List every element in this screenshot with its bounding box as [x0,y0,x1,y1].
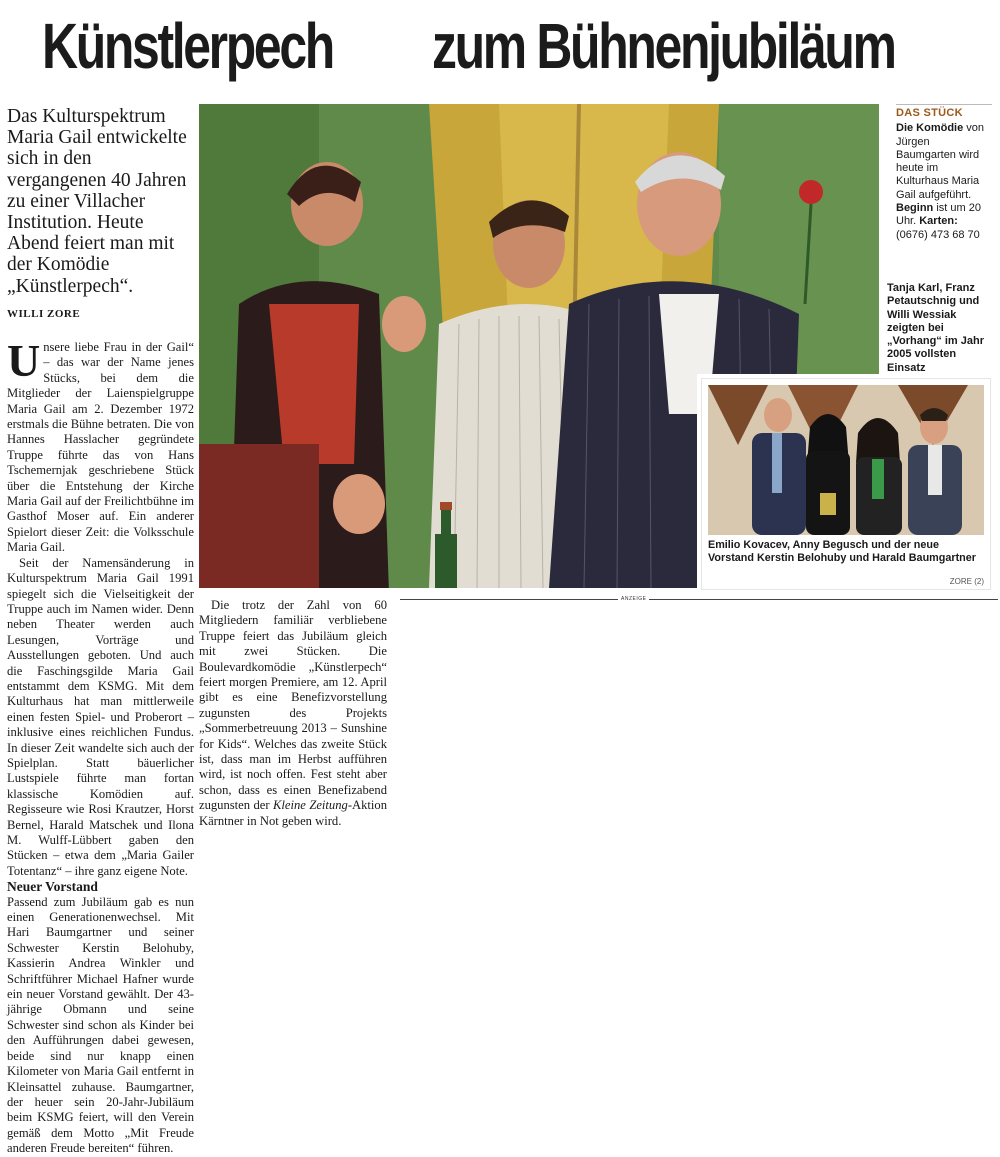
info-box-kicker: DAS STÜCK [896,104,992,120]
beginn-text: ist um 20 Uhr. [896,202,981,228]
ad-divider-rule [400,599,998,600]
ad-label: ANZEIGE [618,596,649,602]
inset-photo-box [701,378,991,590]
beginn-label: Beginn [896,202,937,215]
info-box-text: von Jürgen Baumgarten wird heute im Kulturhaus Maria Gail aufgeführt. [896,122,985,201]
paragraph-4-text-a: Die trotz der Zahl von 60 Mitgliedern familiär verbliebene Truppe feiert das Jubiläum gleich mit zwei Stücken. Die Boulevardkomödie „Künstlerpech“ feiert morgen Premiere, am 12. April gibt es eine Benefizvorstellung zugunsten des Projekts „Sommerbetreuung 2013 – Sunshine for Kids“. Welches das zweite Stück ist, dass man im Herbst aufführen wird, ist noch offen. Fest steht aber schon, dass es einen Benefizabend zugunsten der [199,598,387,813]
group-photo-illustration [708,385,984,535]
drop-cap: U [7,335,41,386]
play-info-box [896,104,992,242]
paper-name: Kleine Zeitung [273,798,348,813]
paragraph-1-text: nsere liebe Frau in der Gail“ – das war der Name jenes Stücks, bei dem die Mitglieder der Laienspielgruppe Maria Gail am 2. Dezember 1972 erstmals die Bühne betraten. Die von Hannes Hasslacher gegründete Truppe führte das von Hans Tschemernjak geschriebene Stück über die Entstehung der Kirche Maria Gail auf der Freilichtbühne im Gasthof Moser auf. Ein anderer Spielort dieser Zeit: die Volksschule Maria Gail. [7,340,194,555]
paragraph-4 [199,598,387,829]
paragraph-1 [7,335,194,556]
headline-part-2: zum Bühnenjubiläum [432,10,895,82]
byline: WILLI ZORE [7,308,81,320]
article-column-1 [7,335,194,1157]
inset-photo-caption: Emilio Kovacev, Anny Begusch und der neue Vorstand Kerstin Belohuby und Harald Baumgartner [708,539,976,564]
rose-icon [799,180,823,204]
karten-label: Karten: [919,215,958,228]
photo-credit: ZORE (2) [949,577,984,586]
headline-part-1: Künstlerpech [42,10,333,82]
paragraph-3: Passend zum Jubiläum gab es nun einen Generationenwechsel. Mit Hari Baumgartner und seiner Schwester Kerstin Belohuby, Kassierin Andrea Winkler und Schriftführer Michael Hafner wurde ein neuer Vorstand gewählt. Der 43-jährige Obmann und seine Schwester sind schon als Kinder bei den Aufführungen dabei gewesen, beide sind nur knapp einen Kilometer von Maria Gail entfernt in Kleinsattel zuhause. Baumgartner, der heuer sein 20-Jahr-Jubiläum beim KSMG feiert, will den Verein gemäß dem Motto „Mit Freude anderen Freude bereiten“ führen. [7,894,194,1156]
lead-paragraph: Das Kulturspektrum Maria Gail entwickelte sich in den vergangenen 40 Jahren zu einer Villacher Institution. Heute Abend feiert man mit der Komödie „Künstlerpech“. [7,106,187,297]
article-column-2 [199,598,387,829]
main-photo-caption: Tanja Karl, Franz Petautschnig und Willi Wessiak zeigten bei „Vorhang“ im Jahr 2005 vollsten Einsatz [887,282,984,374]
info-box-title: Die Komödie [896,122,967,135]
subheading-neuer-vorstand: Neuer Vorstand [7,879,98,895]
karten-text: (0676) 473 68 70 [896,228,980,241]
paragraph-2: Seit der Namensänderung in Kulturspektrum Maria Gail 1991 spiegelt sich die Vielseitigkeit der Truppe auch im Namen wider. Denn neben Theater werden auch Lesungen, Vorträge und Ausstellungen geboten. Und auch die Faschingsgilde Maria Gail entstammt dem KSMG. Mit dem Kulturhaus hat man mittlerweile einen festen Spiel- und Proberort – inklusive eines reichlichen Fundus. In dieser Zeit wandelte sich auch der Spielplan. Statt bäuerlicher Lustspiele führte man fortan klassische Komödien auf. Regisseure wie Rosi Krautzer, Horst Bernel, Harald Matschek und Ilona M. Wulff-Lübbert gaben den Stücken – etwa dem „Maria Gailer Totentanz“ – ihre ganz eigene Note. [7,555,194,878]
paragraph-4-text-b: -Aktion Kärntner in Not geben wird. [199,798,387,828]
inset-group-photo [708,385,984,535]
